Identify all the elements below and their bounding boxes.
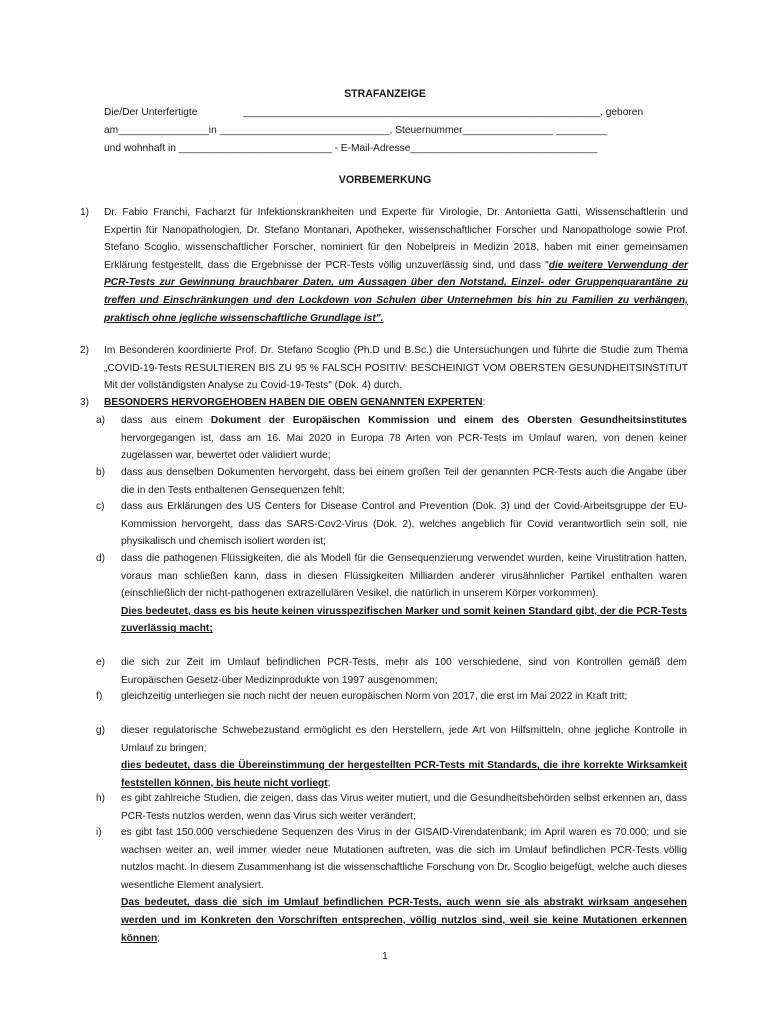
subitem-a-text-end: hervorgegangen ist, dass am 16. Mai 2020 in Europa 78 Arten von PCR-Tests im Umlauf waren, von denen keiner zugelassen war, bewertet oder validiert wurde; [121,432,687,462]
subitem-label: a) [96,415,106,426]
subitem-d-text: dass die pathogenen Flüssigkeiten, die als Modell für die Gensequenzierung verwendet wurden, keine Virustitration hatten, voraus man schließen kann, dass in diesen Flüssigkeiten Milliarden anderer virusähnlicher Partikel enthalten waren (einschließlich der nicht-pathogenen extrazellulären Vesikel, die natürlich in unserem Körper vorkommen). [121,553,687,600]
subitem-g-end: ; [327,777,331,789]
subitem-a-paragraph [121,412,687,465]
subitem-b-paragraph: dass aus denselben Dokumenten hervorgeht, dass bei einem großen Teil der genannten PCR-Tests auch die Angabe über die in den Tests enthaltenen Gensequenzen fehlt; [121,467,687,496]
subitem-a-text: dass aus einem [121,415,211,426]
item-3-heading-text: BESONDERS HERVORGEHOBEN HABEN DIE OBEN GENANNTEN EXPERTEN [104,397,483,408]
subitem-label: i) [96,827,102,838]
subitem-e-paragraph: die sich zur Zeit im Umlauf befindlichen PCR-Tests, mehr als 100 verschiedene, sind von Kontrollen gemäß dem Europäischen Gesetz-über Medizinprodukte von 1997 ausgenommen; [121,657,687,686]
subitem-d-emphasis: Dies bedeutet, dass es bis heute keinen virusspezifischen Marker und somit keinen Standard gibt, der die PCR-Tests zuverlässig macht; [121,605,687,635]
subitem-label: d) [96,553,106,564]
section-title: VORBEMERKUNG [338,174,432,186]
subitem-label: e) [96,657,106,668]
subitem-h-paragraph: es gibt zahlreiche Studien, die zeigen, dass das Virus weiter mutiert, und die Gesundheitsbehörden selbst erkennen an, dass PCR-Tests nutzlos werden, wenn das Virus sich weiter verändert; [121,793,687,822]
subitem-i-text: es gibt fast 150.000 verschiedene Sequenzen des Virus in der GISAID-Virendatenbank; im April waren es 70.000; und sie wachsen weiter an, weil immer wieder neue Mutationen auftreten, was die sich im Umlauf befindlichen PCR-Tests völlig nutzlos macht. In diesem Zusammenhang ist die wissenschaftliche Forschung von Dr. Scoglio beigefügt, welche auch dieses wesentliche Element analysiert. [121,827,687,891]
subitem-label: g) [96,725,106,736]
header-line-name [104,104,674,122]
item-1-quote: die weitere Verwendung der PCR-Tests zur Gewinnung brauchbarer Daten, um Aussagen über den Notstand, Einzel- oder Gruppenquarantäne zu treffen und Einschränkungen und den Lockdown von Schulen über Unternehmen bis hin zu Familien zu verhängen, praktisch ohne jegliche wissenschaftliche Grundlage ist". [104,259,688,324]
subitem-g-text: dieser regulatorische Schwebezustand ermöglicht es den Herstellern, jede Art von Hilfsmitteln, ohne jegliche Kontrolle in Umlauf zu bringen; [121,725,687,754]
subitem-d-paragraph [121,550,687,638]
item-number: 2) [80,345,90,356]
header-label-unterfertigte: Die/Der Unterfertigte [104,107,198,118]
subitem-i-end: ; [157,932,161,944]
item-2-paragraph: Im Besonderen koordinierte Prof. Dr. Stefano Scoglio (Ph.D und B.Sc.) die Untersuchungen und führte die Studie zum Thema „COVID-19-Tests RESULTIEREN BIS ZU 95 % FALSCH POSITIV: BESCHEINIGT VOM OBERSTEN GESUNDHEITSINSTITUT Mit der vollständigsten Analyse zu Covid-19-Tests" (Dok. 4) durch. [104,345,688,392]
subitem-label: b) [96,467,106,478]
subitem-f-paragraph: gleichzeitig unterliegen sie noch nicht der neuen europäischen Norm von 2017, die erst im Mai 2022 in Kraft tritt; [121,691,628,702]
header-line-birth: am________________in ______________________________, Steuernummer________________ _________ [104,125,608,136]
subitem-label: h) [96,793,106,804]
document-title: STRAFANZEIGE [344,88,426,100]
subitem-i-emphasis: Das bedeutet, dass die sich im Umlauf befindlichen PCR-Tests, auch wenn sie als abstrakt wirksam angesehen werden und im Konkreten den Vorschriften entsprechen, völlig nutzlos sind, weil sie keine Mutationen erkennen können [121,897,687,944]
subitem-a-bold: Dokument der Europäischen Kommission und einem des Obersten Gesundheitsinstitutes [210,415,687,426]
item-3-heading-colon: : [482,397,486,408]
subitem-i-paragraph [121,824,687,947]
subitem-g-paragraph [121,722,687,792]
item-3-heading [104,394,688,412]
item-number: 3) [80,397,90,408]
subitem-c-paragraph: dass aus Erklärungen des US Centers for Disease Control and Prevention (Dok. 3) und der Covid-Arbeitsgruppe der EU-Kommission hervorgeht, dass das SARS-Cov2-Virus (Dok. 2), welches angeblich für Covid verantwortlich sein soll, nie physikalisch und chemisch isoliert worden ist; [121,501,687,548]
header-line-address: und wohnhaft in ___________________________ - E-Mail-Adresse_________________________________ [104,143,598,154]
item-1-text: Dr. Fabio Franchi, Facharzt für Infektionskrankheiten und Experte für Virologie, Dr. Antonietta Gatti, Wissenschaftlerin und Expertin für Nanopathologien, Dr. Stefano Montanari, Apotheker, wissenschaftlicher Forscher und Nanopathologe sowie Prof. Stefano Scoglio, wissenschaftlicher Forscher, nominiert für den Nobelpreis in Medizin 2018, haben mit einer gemeinsamen Erklärung festgestellt, dass die Ergebnisse der PCR-Tests völlig unzuverlässig sind, und dass " [104,207,688,271]
name-blank: _______________________________________________________________ [243,107,601,118]
item-1-paragraph [104,204,688,327]
subitem-label: f) [96,691,103,702]
header-label-geboren: , geboren [600,107,644,118]
page-number: 1 [382,951,388,962]
subitem-label: c) [96,501,105,512]
item-number: 1) [80,207,90,218]
subitem-g-emphasis: dies bedeutet, dass die Übereinstimmung der hergestellten PCR-Tests mit Standards, die ihre korrekte Wirksamkeit feststellen können, bis heute nicht vorliegt [121,760,687,789]
